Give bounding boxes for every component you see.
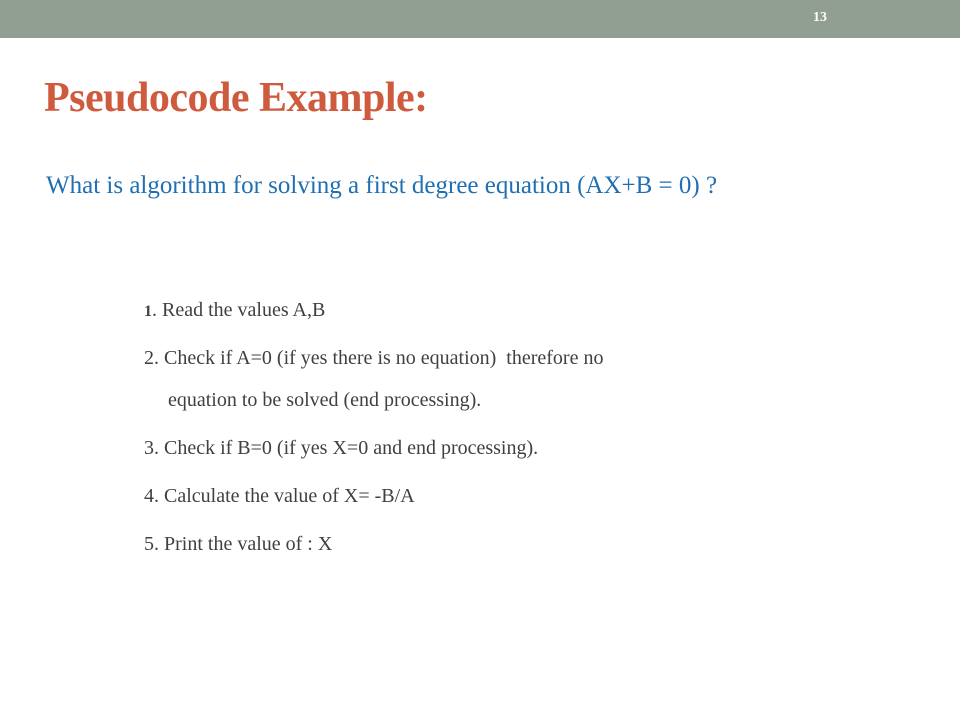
step-item (144, 430, 603, 478)
steps-list (144, 292, 603, 574)
step-item (144, 340, 603, 382)
step-number: 5 (144, 533, 154, 555)
step-item (144, 526, 603, 574)
step-number: 4 (144, 485, 154, 507)
step-item (144, 292, 603, 340)
step-number: 1 (144, 303, 152, 320)
step-number: 2 (144, 347, 154, 369)
step-item (144, 478, 603, 526)
step-text: . Calculate the value of X= -B/A (154, 485, 415, 507)
question-text: What is algorithm for solving a first degree equation (AX+B = 0) ? (46, 172, 718, 199)
step-text: . Read the values A,B (152, 299, 326, 321)
step-number: 3 (144, 437, 154, 459)
slide-title: Pseudocode Example: (44, 75, 428, 121)
step-text: . Check if B=0 (if yes X=0 and end processing). (154, 437, 539, 459)
slide-number: 13 (813, 10, 827, 25)
step-text: . Check if A=0 (if yes there is no equation) therefore no (154, 347, 604, 369)
step-item-continuation (144, 382, 603, 430)
step-text: equation to be solved (end processing). (168, 389, 482, 411)
step-text: . Print the value of : X (154, 533, 333, 555)
top-bar (0, 0, 960, 38)
